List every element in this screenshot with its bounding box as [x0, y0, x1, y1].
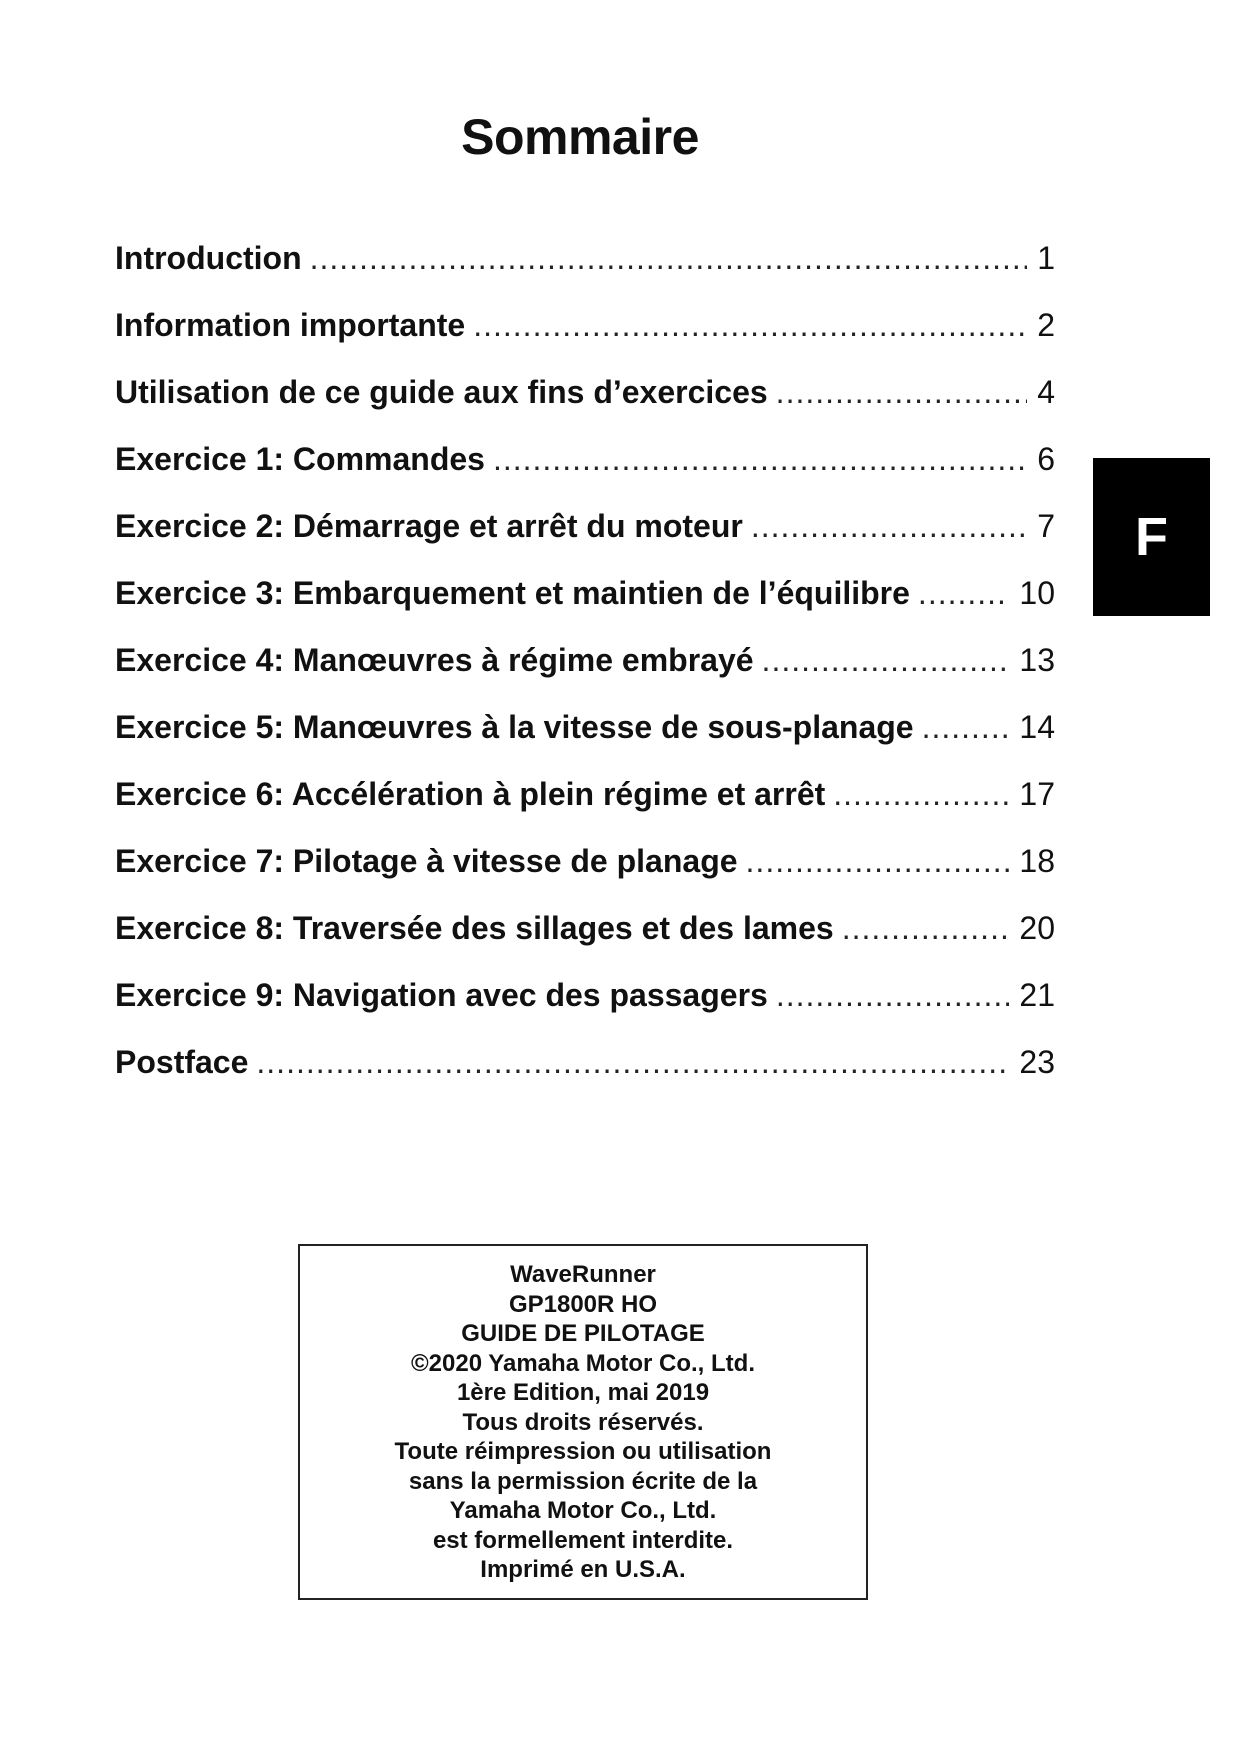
toc-dot-leader — [762, 642, 1010, 679]
page-title: Sommaire — [461, 109, 699, 165]
toc-entry-page: 1 — [1037, 240, 1055, 276]
toc-entry-page: 13 — [1019, 642, 1055, 678]
toc-entry-page: 18 — [1019, 843, 1055, 879]
toc-entry-label: Exercice 1: Commandes — [115, 441, 485, 477]
toc-entry-exercice-1[interactable] — [115, 441, 1055, 508]
toc-dot-leader — [842, 910, 1010, 947]
info-copyright: ©2020 Yamaha Motor Co., Ltd. — [411, 1349, 755, 1377]
toc-entry-exercice-9[interactable] — [115, 977, 1055, 1044]
toc-entry-label: Exercice 6: Accélération à plein régime et arrêt — [115, 776, 826, 812]
toc-dot-leader — [833, 776, 1009, 813]
toc-entry-exercice-2[interactable] — [115, 508, 1055, 575]
toc-entry-page: 7 — [1037, 508, 1055, 544]
info-model: GP1800R HO — [508, 1290, 658, 1318]
toc-entry-page: 17 — [1019, 776, 1055, 812]
toc-dot-leader — [746, 843, 1010, 880]
toc-entry-label: Exercice 3: Embarquement et maintien de l’équilibre — [115, 575, 910, 611]
toc-entry-postface[interactable] — [115, 1044, 1055, 1111]
toc-entry-label: Information importante — [115, 307, 466, 343]
toc-entry-label: Exercice 7: Pilotage à vitesse de planage — [115, 843, 738, 879]
toc-entry-label: Exercice 8: Traversée des sillages et des lames — [115, 910, 834, 946]
toc-dot-leader — [256, 1044, 1009, 1081]
toc-entry-page: 6 — [1037, 441, 1055, 477]
toc-entry-page: 23 — [1019, 1044, 1055, 1080]
publication-info-box — [298, 1244, 868, 1600]
toc-entry-page: 20 — [1019, 910, 1055, 946]
language-tab-letter: F — [1135, 507, 1168, 567]
table-of-contents — [115, 240, 1055, 1111]
info-rights: Tous droits réservés. — [462, 1408, 704, 1436]
toc-entry-label: Exercice 2: Démarrage et arrêt du moteur — [115, 508, 743, 544]
toc-entry-exercice-7[interactable] — [115, 843, 1055, 910]
toc-entry-information-importante[interactable] — [115, 307, 1055, 374]
info-product-line: WaveRunner — [510, 1261, 656, 1288]
info-notice-line-4: est formellement interdite. — [432, 1526, 734, 1554]
toc-entry-label: Utilisation de ce guide aux fins d’exercices — [115, 374, 768, 410]
language-tab — [1093, 458, 1210, 616]
toc-dot-leader — [310, 240, 1028, 277]
info-edition: 1ère Edition, mai 2019 — [456, 1379, 710, 1406]
toc-dot-leader — [922, 709, 1010, 746]
toc-entry-page: 10 — [1019, 575, 1055, 611]
toc-dot-leader — [751, 508, 1027, 545]
info-notice-line-2: sans la permission écrite de la — [408, 1467, 758, 1495]
toc-entry-label: Exercice 4: Manœuvres à régime embrayé — [115, 642, 754, 678]
toc-entry-page: 21 — [1019, 977, 1055, 1013]
toc-entry-page: 14 — [1019, 709, 1055, 745]
toc-entry-label: Exercice 9: Navigation avec des passagers — [115, 977, 768, 1013]
toc-dot-leader — [473, 307, 1027, 344]
toc-dot-leader — [918, 575, 1009, 612]
toc-entry-exercice-4[interactable] — [115, 642, 1055, 709]
toc-entry-label: Introduction — [115, 240, 302, 276]
info-printed-in: Imprimé en U.S.A. — [480, 1556, 686, 1583]
toc-entry-utilisation[interactable] — [115, 374, 1055, 441]
toc-entry-page: 4 — [1037, 374, 1055, 410]
toc-entry-exercice-8[interactable] — [115, 910, 1055, 977]
toc-entry-exercice-3[interactable] — [115, 575, 1055, 642]
toc-dot-leader — [493, 441, 1027, 478]
info-notice-line-1: Toute réimpression ou utilisation — [394, 1438, 772, 1465]
toc-dot-leader — [776, 977, 1010, 1014]
toc-dot-leader — [776, 374, 1028, 411]
toc-entry-exercice-5[interactable] — [115, 709, 1055, 776]
toc-entry-exercice-6[interactable] — [115, 776, 1055, 843]
toc-entry-label: Postface — [115, 1044, 249, 1080]
toc-entry-introduction[interactable] — [115, 240, 1055, 307]
info-document-title: GUIDE DE PILOTAGE — [461, 1320, 705, 1347]
info-notice-line-3: Yamaha Motor Co., Ltd. — [449, 1497, 717, 1524]
toc-entry-page: 2 — [1037, 307, 1055, 343]
toc-entry-label: Exercice 5: Manœuvres à la vitesse de sous-planage — [115, 709, 914, 745]
